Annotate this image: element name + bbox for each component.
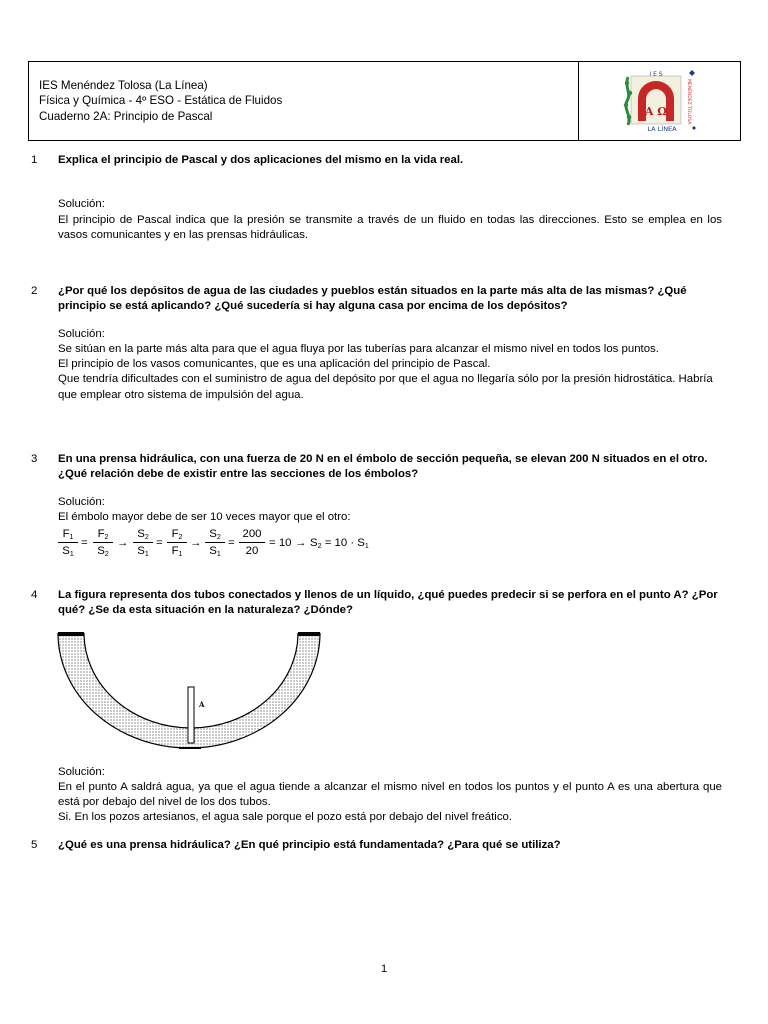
question-title: La figura representa dos tubos conectados y llenos de un líquido, ¿qué puedes predecir si se perfora en el punto A? ¿Por qué? ¿Se da esta situación en la naturaleza? ¿Dónde? (58, 589, 718, 617)
tubes-figure (56, 623, 326, 749)
header-text (29, 62, 579, 140)
solution-block (58, 765, 722, 826)
solution-text: El émbolo mayor debe de ser 10 veces mayor que el otro: (58, 510, 351, 523)
solution-text: Se sitúan en la parte más alta para que el agua fluya por las tuberías para alcanzar el mismo nivel en todos los puntos. (58, 342, 659, 355)
fraction-f1-s1: $F_1$ $S_1$ (58, 527, 78, 558)
point-a-label: A (199, 699, 205, 709)
question-number: 2 (31, 285, 38, 297)
notebook-title: Cuaderno 2A: Principio de Pascal (39, 109, 213, 123)
question-4 (31, 588, 731, 826)
equals-sign: = (156, 537, 163, 550)
solution-text: El principio de los vasos comunicantes, que es una aplicación del principio de Pascal. (58, 358, 491, 371)
equals-sign: = (228, 537, 235, 550)
equals-sign: = (81, 537, 88, 550)
result-value: = 10 (269, 537, 292, 550)
final-relation: $S_2 = 10 \cdot S_1$ (310, 537, 369, 551)
logo-top-text: I E S (648, 71, 663, 78)
formula (58, 527, 722, 561)
question-3 (31, 452, 731, 561)
solution-block (58, 197, 722, 243)
arrow: → (117, 537, 129, 550)
solution-text: En el punto A saldrá agua, ya que el agua tiende a alcanzar el mismo nivel en todos los puntos y el punto A es una abertura que está por debajo del nivel de los dos tubos. (58, 780, 722, 809)
fraction-s2-s1: $S_2$ $S_1$ (133, 527, 153, 558)
solution-text: Si. En los pozos artesianos, el agua sale porque el pozo está por debajo del nivel freático. (58, 811, 513, 824)
question-number: 1 (31, 154, 38, 166)
question-number: 5 (31, 839, 38, 851)
solution-label: Solución: (58, 765, 105, 778)
logo-bottom-text: LA LÍNEA (646, 125, 677, 133)
question-1 (31, 153, 731, 243)
question-title: En una prensa hidráulica, con una fuerza de 20 N en el émbolo de sección pequeña, se elevan 200 N situados en el otro. ¿Qué relación debe de existir entre las secciones de los émbolos? (58, 453, 708, 481)
logo-symbols: A Ω (644, 105, 667, 118)
solution-label: Solución: (58, 198, 105, 211)
fraction-f2-s2: $F_2$ $S_2$ (93, 527, 113, 558)
question-number: 3 (31, 453, 38, 465)
school-name: IES Menéndez Tolosa (La Línea) (39, 79, 208, 92)
solution-text: Que tendría dificultades con el suministro de agua del depósito por que el agua no llegaría sólo por la presión hidrostática. Habría que emplear otro sistema de impulsión del agua. (58, 373, 713, 401)
fraction-200-20: 200 20 (239, 527, 265, 558)
page-number: 1 (380, 963, 388, 975)
question-2 (31, 284, 731, 403)
question-title: ¿Qué es una prensa hidráulica? ¿En qué principio está fundamentada? ¿Para qué se utiliza? (58, 839, 561, 851)
solution-block (58, 495, 722, 562)
fraction-f2-f1: $F_2$ $F_1$ (167, 527, 187, 558)
fraction-s2-s1: $S_2$ $S_1$ (205, 527, 225, 558)
solution-label: Solución: (58, 327, 105, 340)
question-title: Explica el principio de Pascal y dos aplicaciones del mismo en la vida real. (58, 154, 464, 166)
u-tube-diagram (56, 623, 326, 749)
question-title: ¿Por qué los depósitos de agua de las ciudades y pueblos están situados en la parte más alta de las mismas? ¿Qué principio se está aplicando? ¿Qué sucedería si hay alguna casa por encima de los depósitos? (58, 285, 687, 313)
question-5 (31, 838, 731, 853)
arrow: → (295, 537, 307, 550)
course-title: Física y Química - 4º ESO - Estática de Fluidos (39, 94, 283, 108)
solution-text: El principio de Pascal indica que la presión se transmite a través de un fluido en todas las direcciones. Esto se emplea en los vasos comunicantes y en las prensas hidráulicas. (58, 213, 722, 241)
header-box (28, 61, 741, 141)
school-logo-icon (622, 69, 698, 133)
question-number: 4 (31, 589, 38, 601)
school-logo (579, 62, 740, 140)
logo-side-text: MENÉNDEZ TOLOSA (685, 79, 691, 125)
solution-block (58, 327, 722, 403)
solution-label: Solución: (58, 495, 105, 508)
arrow: → (190, 537, 202, 550)
